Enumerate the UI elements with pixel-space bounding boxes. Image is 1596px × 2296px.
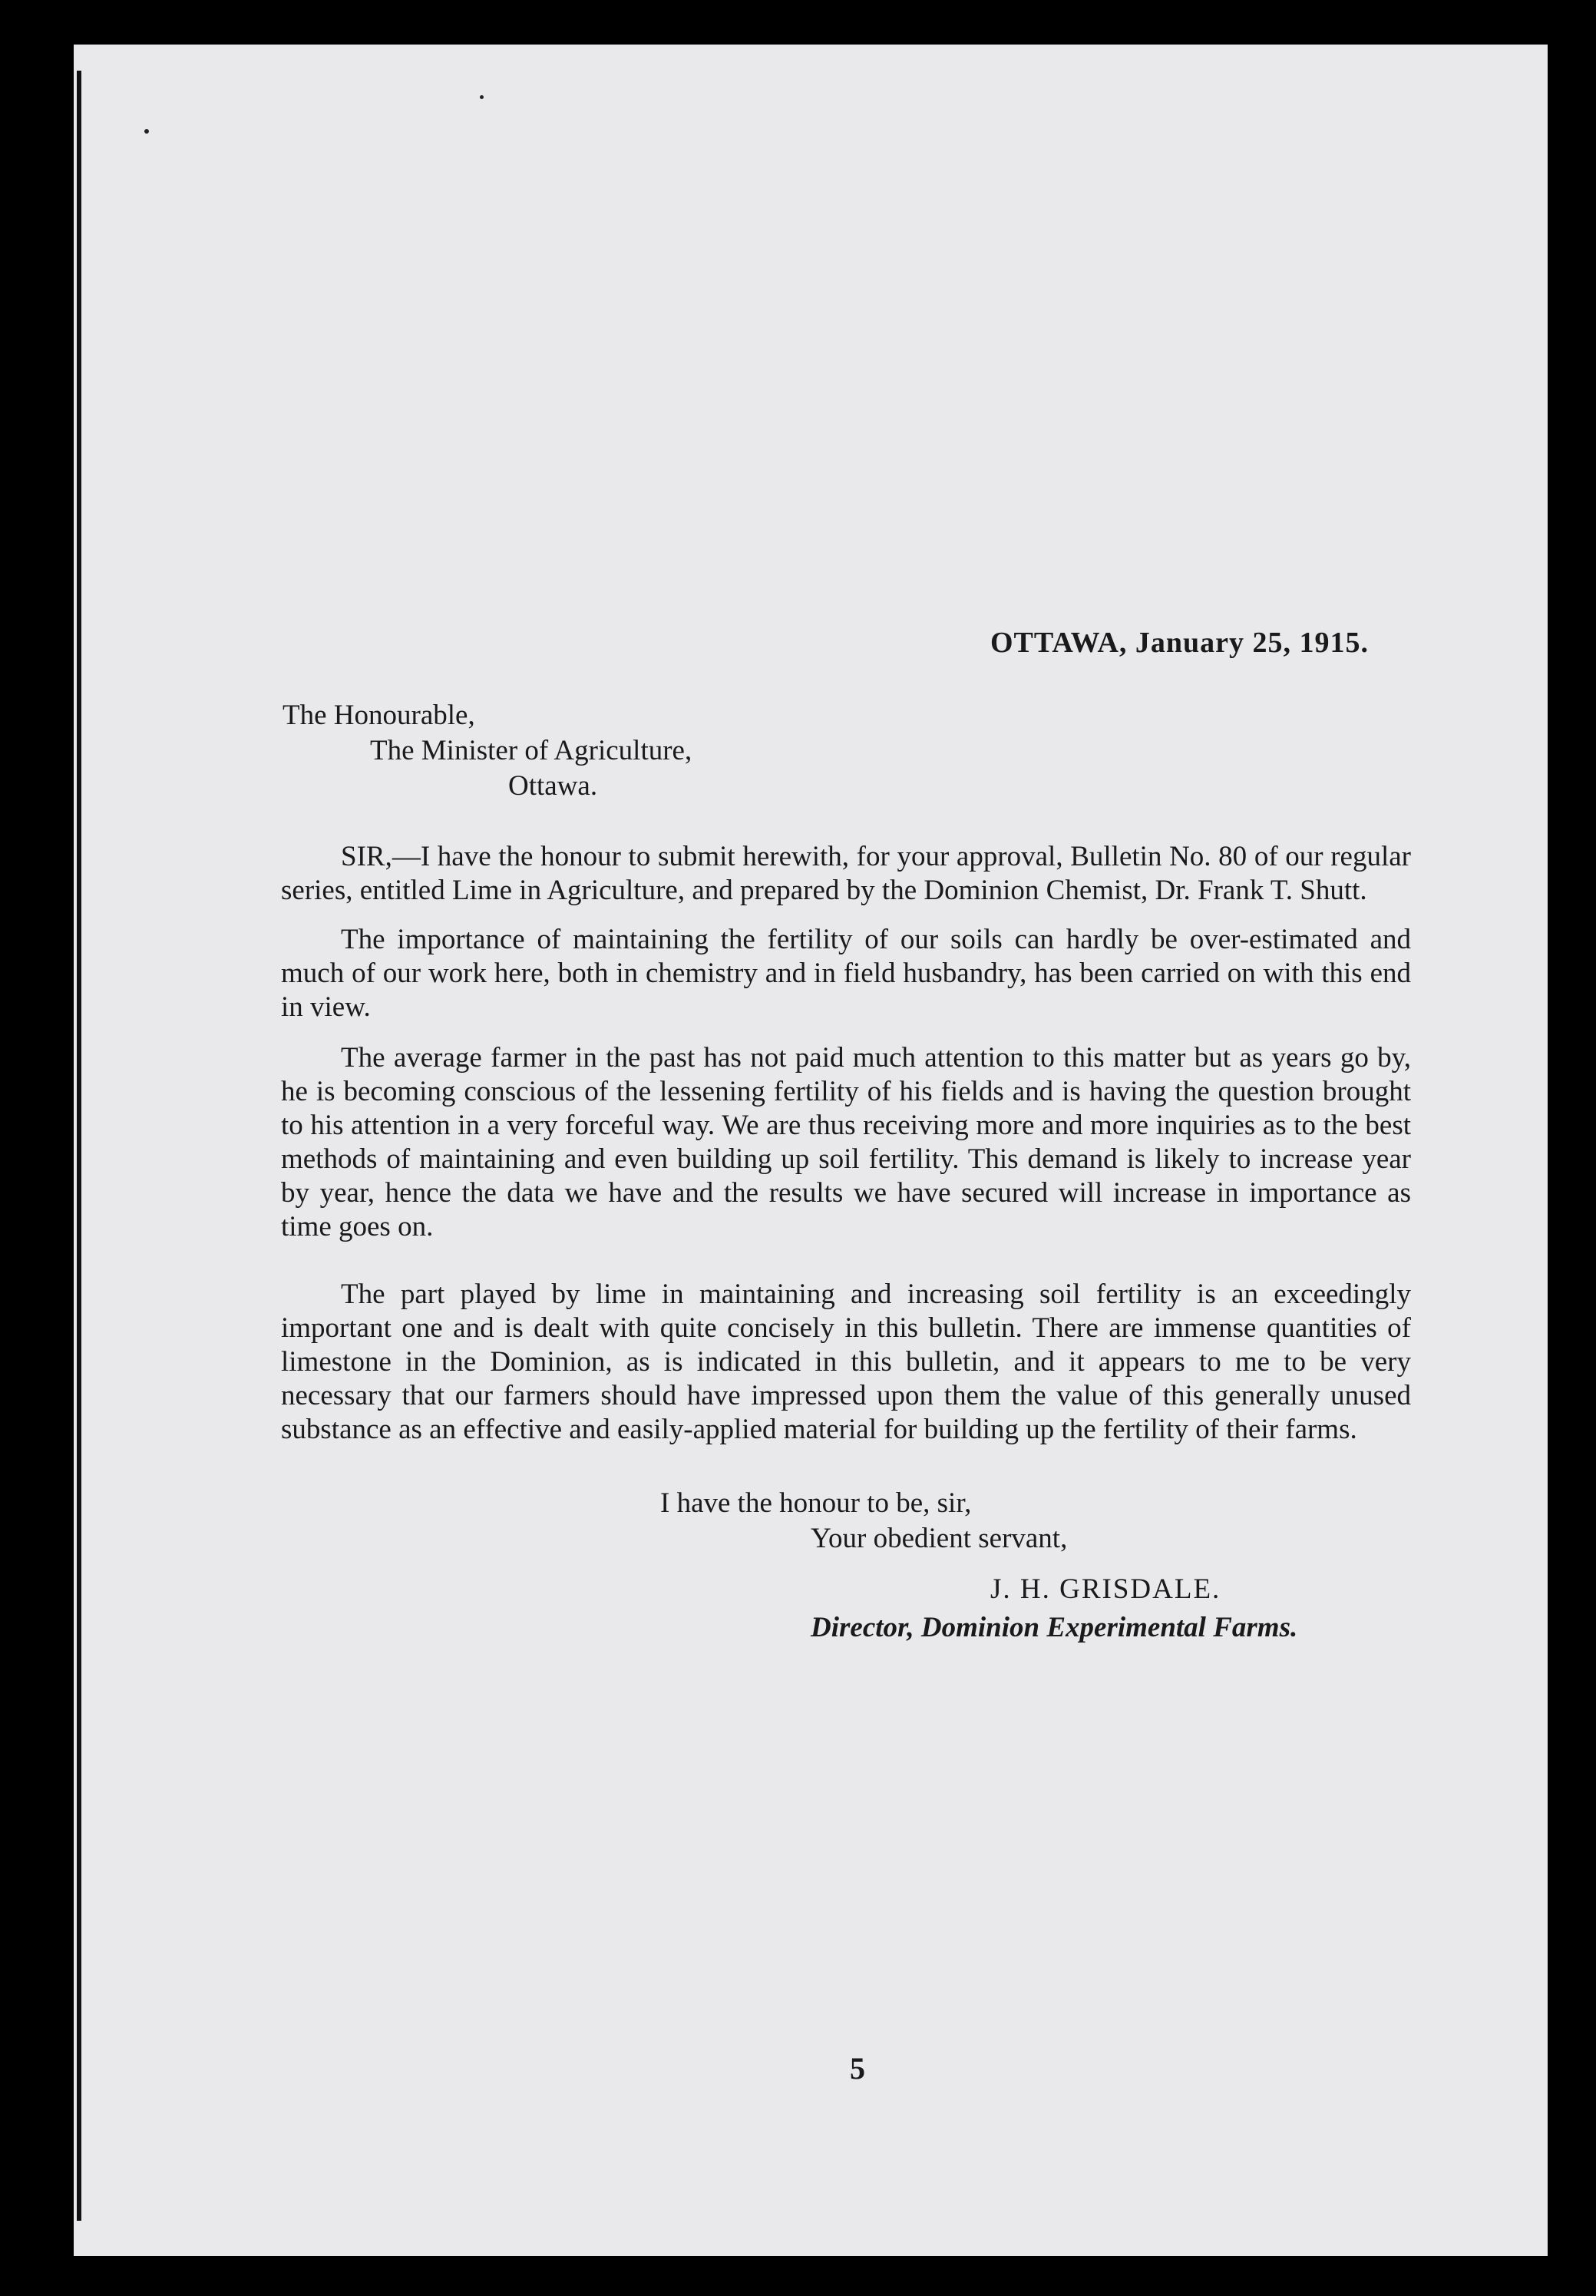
addressee-line-1: The Honourable, xyxy=(283,700,475,731)
addressee-line-2: The Minister of Agriculture, xyxy=(370,735,692,766)
binding-edge xyxy=(77,71,81,2221)
scan-speck xyxy=(480,95,484,99)
closing-line-2: Your obedient servant, xyxy=(811,1523,1068,1554)
closing-line-1: I have the honour to be, sir, xyxy=(660,1487,972,1519)
letter-paragraph-3: The average farmer in the past has not paid much attention to this matter but as years go by, he is becoming conscious of the lessening fertility of his fields and is having the question brought to his attention in a very forceful way. We are thus receiving more and more inquiries as to the best methods of maintaining and even building up soil fertility. This demand is likely to increase year by year, hence the data we have and the results we have secured will increase in importance as time goes on. xyxy=(281,1042,1411,1242)
page-number: 5 xyxy=(850,2051,865,2086)
signature-title: Director, Dominion Experimental Farms. xyxy=(811,1612,1298,1643)
letter-paragraph-2: The importance of maintaining the fertility of our soils can hardly be over-estimated and much of our work here, both in chemistry and in field husbandry, has been carried on with this end in view. xyxy=(281,924,1411,1023)
addressee-line-3: Ottawa. xyxy=(508,770,598,802)
letter-dateline: OTTAWA, January 25, 1915. xyxy=(990,627,1370,659)
letter-paragraph-4: The part played by lime in maintaining and increasing soil fertility is an exceedingly important one and is dealt with quite concisely in this bulletin. There are immense quantities of limestone in the Dominion, as is indicated in this bulletin, and it appears to me to be very necessary that our farmers should have impressed upon them the value of this generally unused substance as an effective and easily-applied material for building up the fertility of their farms. xyxy=(281,1279,1411,1445)
scan-speck xyxy=(144,129,149,134)
signature-name: J. H. GRISDALE. xyxy=(990,1573,1221,1605)
letter-paragraph-1: SIR,—I have the honour to submit herewith, for your approval, Bulletin No. 80 of our regular series, entitled Lime in Agriculture, and prepared by the Dominion Chemist, Dr. Frank T. Shutt. xyxy=(281,841,1411,906)
